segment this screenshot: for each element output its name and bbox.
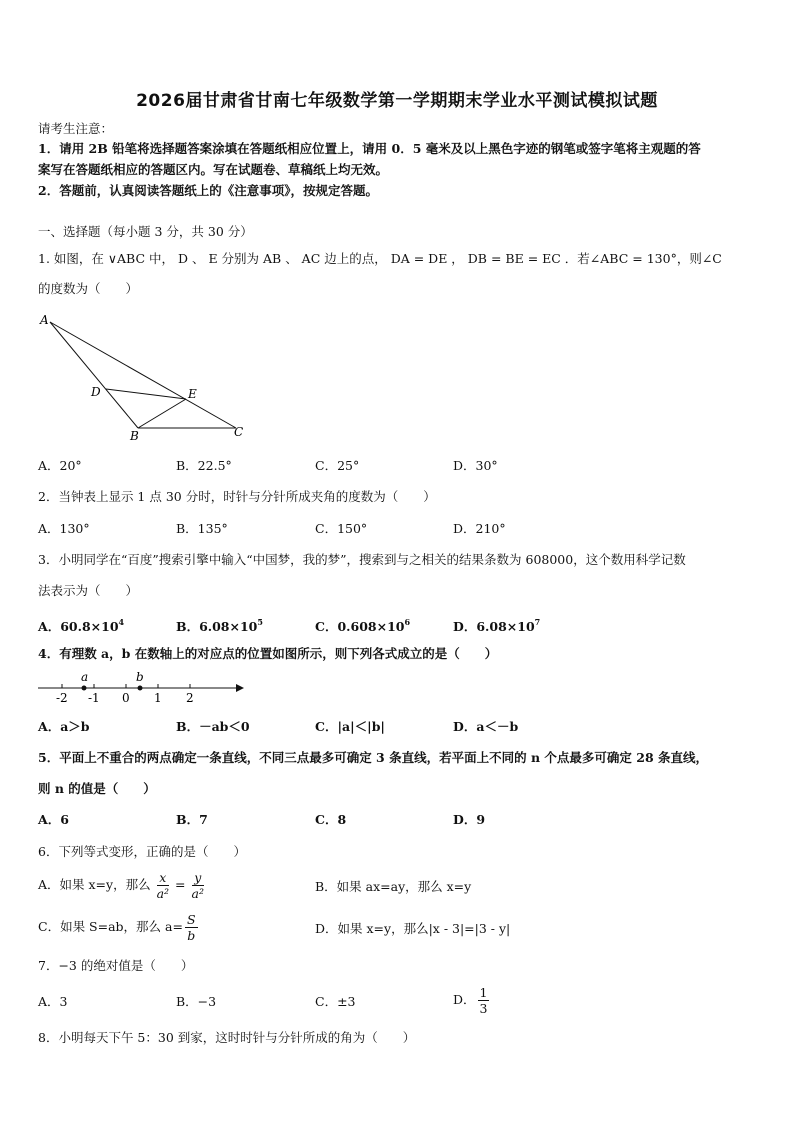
question-7-stem: 7．−3 的绝对值是（ ） — [38, 958, 194, 973]
tick-label: 1 — [154, 691, 162, 705]
question-2-option-a[interactable]: A．130° — [38, 521, 90, 536]
point-b — [138, 686, 143, 691]
question-1-option-a[interactable]: A．20° — [38, 458, 82, 473]
question-7-option-c[interactable]: C．±3 — [315, 994, 356, 1009]
tick-label: -2 — [56, 691, 68, 705]
question-3-option-c[interactable]: C．$0.608\times 10^6$ — [315, 617, 411, 634]
question-6-option-a[interactable]: A．如果 x=y，那么 $\frac{x}{\text{a²}}$ = $\frac{y}{\text{a²}}$ — [38, 870, 204, 901]
question-6-option-b[interactable]: B．如果 ax=ay，那么 x=y — [315, 879, 472, 894]
number-line-figure — [36, 668, 246, 708]
notice-item-2: 2．答题前，认真阅读答题纸上的《注意事项》，按规定答题。 — [38, 183, 378, 198]
vertex-label-e: E — [188, 387, 197, 401]
question-7-option-b[interactable]: B．−3 — [176, 994, 217, 1009]
question-5-stem-cont: 则 n 的值是（ ） — [38, 781, 156, 796]
notice-item-1-cont: 案写在答题纸相应的答题区内。写在试题卷、草稿纸上均无效。 — [38, 162, 389, 177]
question-5-option-a[interactable]: A．6 — [38, 812, 69, 827]
question-8-stem: 8．小明每天下午 5：30 到家，这时时针与分针所成的角为（ ） — [38, 1030, 416, 1045]
question-2-option-d[interactable]: D．210° — [453, 521, 506, 536]
question-6-stem: 6．下列等式变形，正确的是（ ） — [38, 844, 246, 859]
question-7-option-a[interactable]: A．3 — [38, 994, 68, 1009]
fraction: $\frac{x}{\text{a²}}$ — [156, 870, 170, 901]
tick-label: 0 — [122, 691, 130, 705]
question-1-stem-cont: 的度数为（ ） — [38, 281, 139, 296]
notice-heading: 请考生注意： — [38, 121, 114, 136]
fraction: $\frac{y}{\text{a²}}$ — [191, 870, 204, 901]
question-1-option-c[interactable]: C．25° — [315, 458, 360, 473]
question-3-option-a[interactable]: A．$60.8\times 10^4$ — [38, 617, 125, 634]
vertex-label-d: D — [91, 385, 101, 399]
question-2-option-b[interactable]: B．135° — [176, 521, 228, 536]
question-7-option-d[interactable]: D． $\frac{1}{3}$ — [453, 985, 488, 1016]
tick-label: 2 — [186, 691, 194, 705]
question-4-option-a[interactable]: A．a＞b — [38, 719, 90, 734]
question-3-stem-cont: 法表示为（ ） — [38, 583, 139, 598]
vertex-label-a: A — [40, 313, 49, 327]
point-a-label: a — [81, 670, 89, 684]
tick-label: -1 — [88, 691, 100, 705]
question-1-option-d[interactable]: D．30° — [453, 458, 498, 473]
question-2-option-c[interactable]: C．150° — [315, 521, 368, 536]
question-3-stem: 3．小明同学在“百度”搜索引擎中输入“中国梦，我的梦”，搜索到与之相关的结果条数为 608000，这个数用科学记数 — [38, 552, 686, 567]
question-6-option-d[interactable]: D．如果 x=y，那么|x - 3|=|3 - y| — [315, 921, 511, 936]
question-5-option-d[interactable]: D．9 — [453, 812, 486, 827]
question-4-option-d[interactable]: D．a＜－b — [453, 719, 519, 734]
question-5-option-c[interactable]: C．8 — [315, 812, 347, 827]
question-2-stem: 2．当钟表上显示 1 点 30 分时，时针与分针所成夹角的度数为（ ） — [38, 489, 436, 504]
page-title: 2026届甘肃省甘南七年级数学第一学期期末学业水平测试模拟试题 — [136, 91, 658, 111]
vertex-label-b: B — [130, 429, 139, 443]
vertex-label-c: C — [234, 425, 244, 439]
point-b-label: b — [136, 670, 144, 684]
point-a — [82, 686, 87, 691]
section-heading: 一、选择题（每小题 3 分，共 30 分） — [38, 224, 253, 239]
fraction: $\frac{1}{3}$ — [479, 985, 488, 1016]
triangle-figure — [36, 308, 256, 448]
question-4-stem: 4．有理数 a，b 在数轴上的对应点的位置如图所示，则下列各式成立的是（ ） — [38, 646, 498, 661]
question-5-stem: 5．平面上不重合的两点确定一条直线，不同三点最多可确定 3 条直线，若平面上不同的 n 个点最多可确定 28 条直线， — [38, 750, 708, 765]
question-3-option-d[interactable]: D．$6.08\times 10^7$ — [453, 617, 541, 634]
question-6-option-c[interactable]: C．如果 S=ab，那么 a= $\frac{S}{b}$ — [38, 912, 196, 943]
notice-item-1: 1．请用 2B 铅笔将选择题答案涂填在答题纸相应位置上，请用 0．5 毫米及以上黑色字迹的钢笔或签字笔将主观题的答 — [38, 141, 701, 156]
question-5-option-b[interactable]: B．7 — [176, 812, 208, 827]
question-4-option-b[interactable]: B．－ab＜0 — [176, 719, 250, 734]
fraction: $\frac{S}{b}$ — [186, 912, 196, 943]
question-4-option-c[interactable]: C．|a|＜|b| — [315, 719, 385, 734]
question-3-option-b[interactable]: B．$6.08\times 10^5$ — [176, 617, 263, 634]
question-1-stem: 1. 如图，在 ∨ABC 中， D 、 E 分别为 AB 、 AC 边上的点， DA = DE ， DB = BE = EC ．若∠ABC = 130°，则∠C — [38, 251, 722, 266]
question-1-option-b[interactable]: B．22.5° — [176, 458, 232, 473]
